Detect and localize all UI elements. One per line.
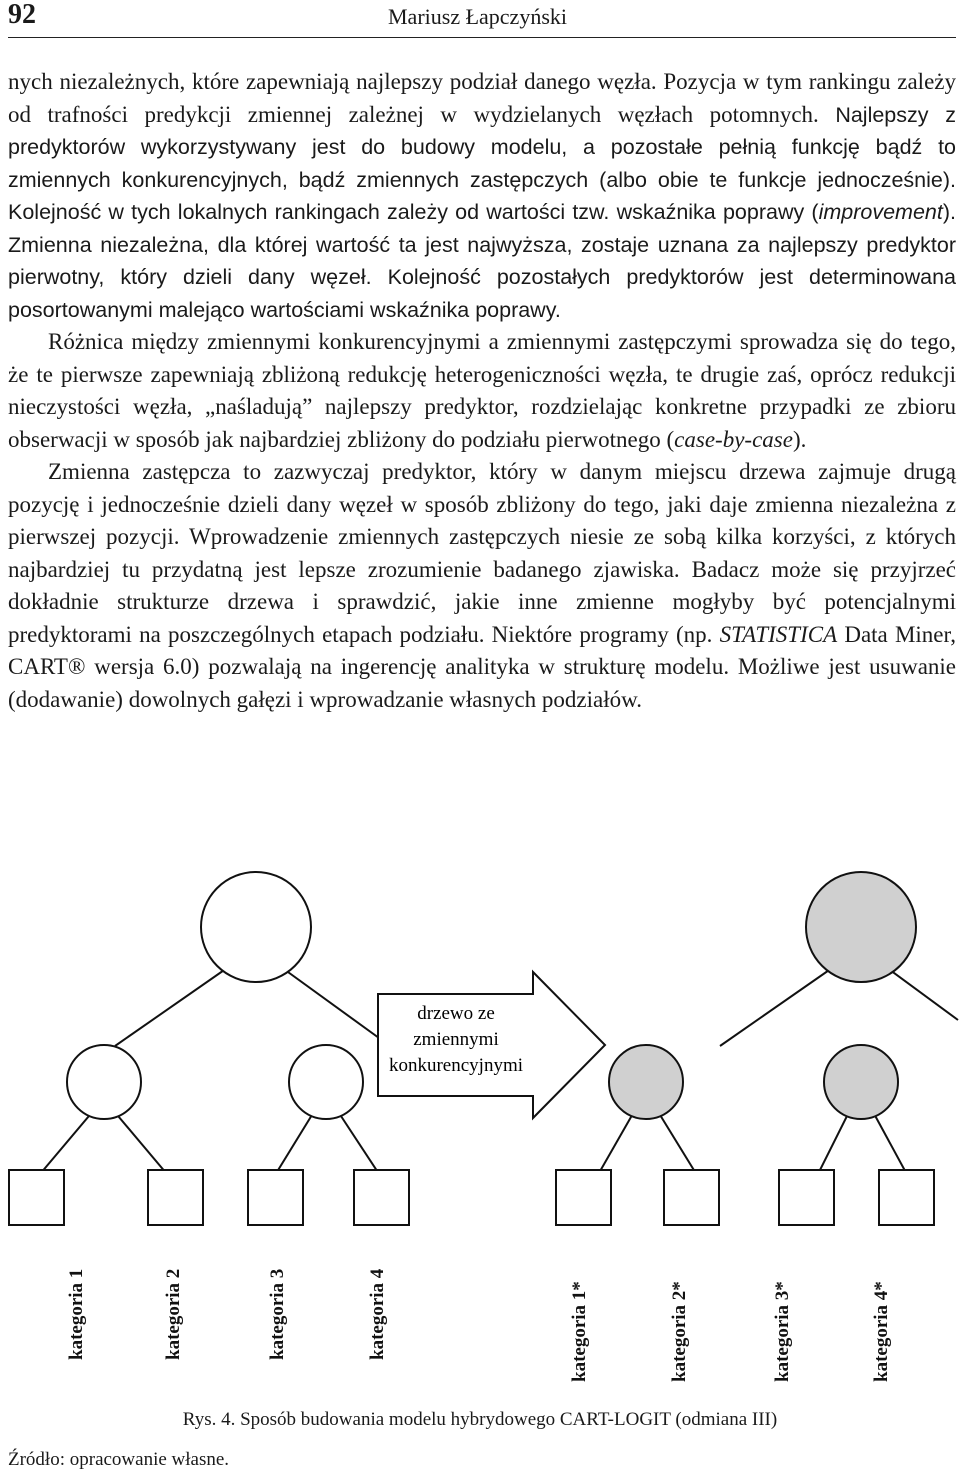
leaf-box-1-star	[556, 1170, 611, 1225]
term-improvement: improvement	[818, 200, 943, 224]
leaf-box-4-star	[879, 1170, 934, 1225]
paragraph-3	[8, 456, 956, 716]
running-head-author: Mariusz Łapczyński	[388, 4, 567, 29]
leaf-box-3-star	[779, 1170, 834, 1225]
arrow-label-line-1: drzewo ze	[417, 1003, 495, 1024]
paragraph-1-end: ). Zmienna niezależna, dla której wartość ta jest najwyższa, zostaje uznana za najlepszy predyktor pierwotny, który dzieli dany węzeł. Kolejność pozostałych predyktorów jest determinowana posortowanymi malejąco wartościami wskaźnika poprawy.	[8, 200, 956, 322]
category-label-1-star: kategoria 1*	[569, 1281, 590, 1382]
category-label-2: kategoria 2	[163, 1268, 184, 1360]
paragraph-2-end: ).	[792, 426, 807, 452]
category-label-2-star: kategoria 2*	[669, 1281, 690, 1382]
arrow-label-line-3: konkurencyjnymi	[388, 1055, 524, 1076]
paragraph-1-sans-part: Najlepszy z predyktorów wykorzystywany jest do budowy modelu, a pozostałe pełnią funkcję bądź to zmiennych konkurencyjnych, bądź zmiennych zastępczych (albo obie te funkcje jednocześnie). Kolejność w tych lokalnych rankingach zależy od wartości tzw. wskaźnika poprawy (	[8, 102, 956, 224]
header-rule	[8, 37, 956, 38]
paragraph-2	[8, 326, 956, 456]
body-text	[8, 66, 956, 716]
leaf-box-3	[248, 1170, 303, 1225]
category-label-3: kategoria 3	[267, 1268, 288, 1360]
right-leaf-boxes	[556, 1170, 934, 1225]
left-root-node	[201, 872, 311, 982]
term-case-by-case: case-by-case	[674, 426, 793, 452]
right-child-node-1	[609, 1045, 683, 1119]
right-child-node-2	[824, 1045, 898, 1119]
paragraph-3-end: Data Miner, CART® wersja 6.0) pozwalają na ingerencję analityka w strukturę modelu. Możliwe jest usuwanie (dodawanie) dowolnych gałęzi i wprowadzanie własnych podziałów.	[8, 621, 956, 712]
category-label-4: kategoria 4	[367, 1268, 388, 1360]
figure-source: Źródło: opracowanie własne.	[8, 1449, 230, 1470]
term-statistica: STATISTICA	[719, 621, 838, 647]
category-label-1: kategoria 1	[66, 1268, 87, 1360]
left-leaf-boxes	[9, 1170, 409, 1225]
figure-tree-diagram	[0, 860, 960, 1400]
leaf-box-4	[354, 1170, 409, 1225]
left-child-node-2	[289, 1045, 363, 1119]
leaf-box-1	[9, 1170, 64, 1225]
category-labels	[66, 1268, 892, 1382]
page-number: 92	[8, 0, 36, 30]
paragraph-1	[8, 66, 956, 326]
paragraph-2-text: Różnica między zmiennymi konkurencyjnymi a zmiennymi zastępczymi sprowadza się do tego, że te pierwsze zapewniają zbliżoną redukcję heterogeniczności węzła, te drugie zaś, oprócz redukcji nieczystości węzła, „naśladują” najlepszy predyktor, rozdzielając konkretne przypadki ze zbioru obserwacji w sposób jak najbardziej zbliżony do podziału pierwotnego (	[8, 329, 956, 452]
category-label-3-star: kategoria 3*	[772, 1281, 793, 1382]
right-root-node	[806, 872, 916, 982]
arrow-label-line-2: zmiennymi	[413, 1029, 499, 1050]
paragraph-1-serif-part: nych niezależnych, które zapewniają najlepszy podział danego węzła. Pozycja w tym rankingu zależy od trafności predykcji zmiennej zależnej w wydzielanych węzłach potomnych.	[8, 69, 956, 127]
leaf-box-2	[148, 1170, 203, 1225]
leaf-box-2-star	[664, 1170, 719, 1225]
page-header	[0, 0, 960, 40]
left-child-node-1	[67, 1045, 141, 1119]
paragraph-3-text: Zmienna zastępcza to zazwyczaj predyktor, który w danym miejscu drzewa zajmuje drugą pozycję i jednocześnie dzieli dany węzeł w sposób zbliżony do tego, jaki daje zmienna niezależna z pierwszej pozycji. Wprowadzenie zmiennych zastępczych niesie ze sobą kilka korzyści, z których najbardziej tu przydatną jest lepsze zrozumienie badanego zjawiska. Badacz może się przyjrzeć dokładnie strukturze drzewa i sprawdzić, jakie inne zmienne mogłyby być potencjalnymi predyktorami na poszczególnych etapach podziału. Niektóre programy (np.	[8, 459, 956, 647]
category-label-4-star: kategoria 4*	[871, 1281, 892, 1382]
figure-caption: Rys. 4. Sposób budowania modelu hybrydowego CART-LOGIT (odmiana III)	[182, 1409, 778, 1430]
tree-diagram-svg	[0, 860, 960, 1400]
